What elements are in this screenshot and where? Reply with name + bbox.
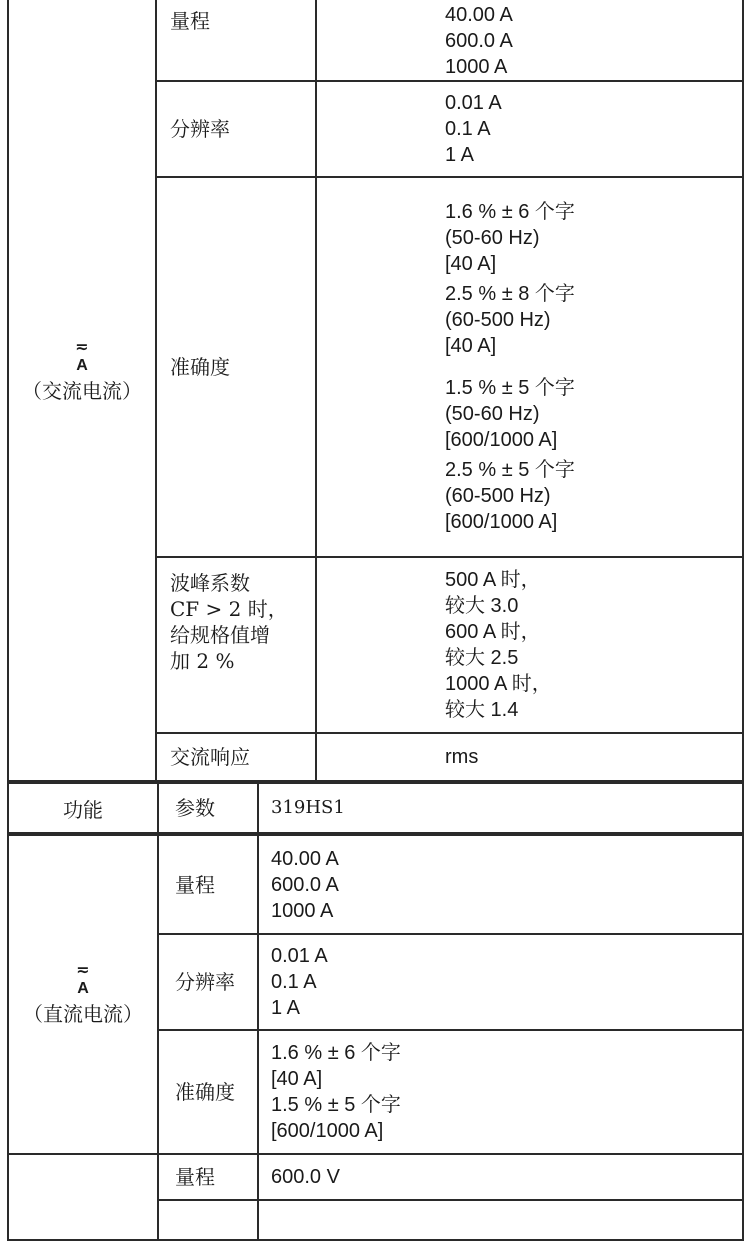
value-cell: 1.6 % ± 6 个字 [40 A] 1.5 % ± 5 个字 [600/1000 A] [271, 1042, 401, 1142]
function-cell [8, 0, 156, 781]
value-cell: 40.00 A 600.0 A 1000 A [271, 847, 339, 922]
value-cell: 1.6 % ± 6 个字 (50-60 Hz) [40 A] 2.5 % ± 8 个字 (60-500 Hz) [40 A] 1.5 % ± 5 个字 (50-60 Hz) [600/1000 A] 2.5 % ± 5 个字 (60-500 Hz) [600/1000 A] [445, 201, 575, 533]
header-param: 参数 [175, 796, 215, 820]
function-cell-next [8, 1154, 158, 1240]
header-function: 功能 [8, 783, 158, 834]
param-label: 量程 [175, 1165, 215, 1189]
function-label: （直流电流） [23, 1002, 143, 1026]
param-label: 准确度 [175, 1080, 235, 1104]
param-label: 分辨率 [170, 117, 230, 141]
value-cell: 0.01 A 0.1 A 1 A [271, 945, 328, 1019]
value-cell: 500 A 时， 较大 3.0 600 A 时， 较大 2.5 1000 A 时， 较大 1.4 [445, 569, 552, 721]
param-label: 量程 [175, 872, 215, 897]
function-cell [8, 834, 158, 1154]
dc-current-icon: ≂ A [76, 962, 90, 997]
table-row [8, 1154, 743, 1200]
table-row [8, 834, 743, 934]
value-cell: 40.00 A 600.0 A 1000 A [445, 4, 513, 78]
function-label: （交流电流） [22, 378, 142, 403]
table-header-row [8, 783, 743, 834]
header-model: 319HS1 [271, 797, 345, 818]
param-label: 分辨率 [175, 970, 235, 994]
ac-current-icon: ≂ A [75, 338, 89, 374]
param-label: 交流响应 [170, 745, 250, 769]
dc-current-spec-table [7, 782, 744, 1241]
table-row [8, 0, 743, 81]
value-cell: 600.0 V [271, 1166, 340, 1188]
ac-current-spec-table [7, 0, 744, 782]
param-label: 波峰系数 CF > 2 时， 给规格值增 加 2 % [170, 571, 288, 673]
value-cell: 0.01 A 0.1 A 1 A [445, 92, 502, 166]
value-cell: rms [445, 746, 479, 768]
param-label: 准确度 [170, 355, 230, 379]
param-label: 量程 [170, 9, 210, 33]
